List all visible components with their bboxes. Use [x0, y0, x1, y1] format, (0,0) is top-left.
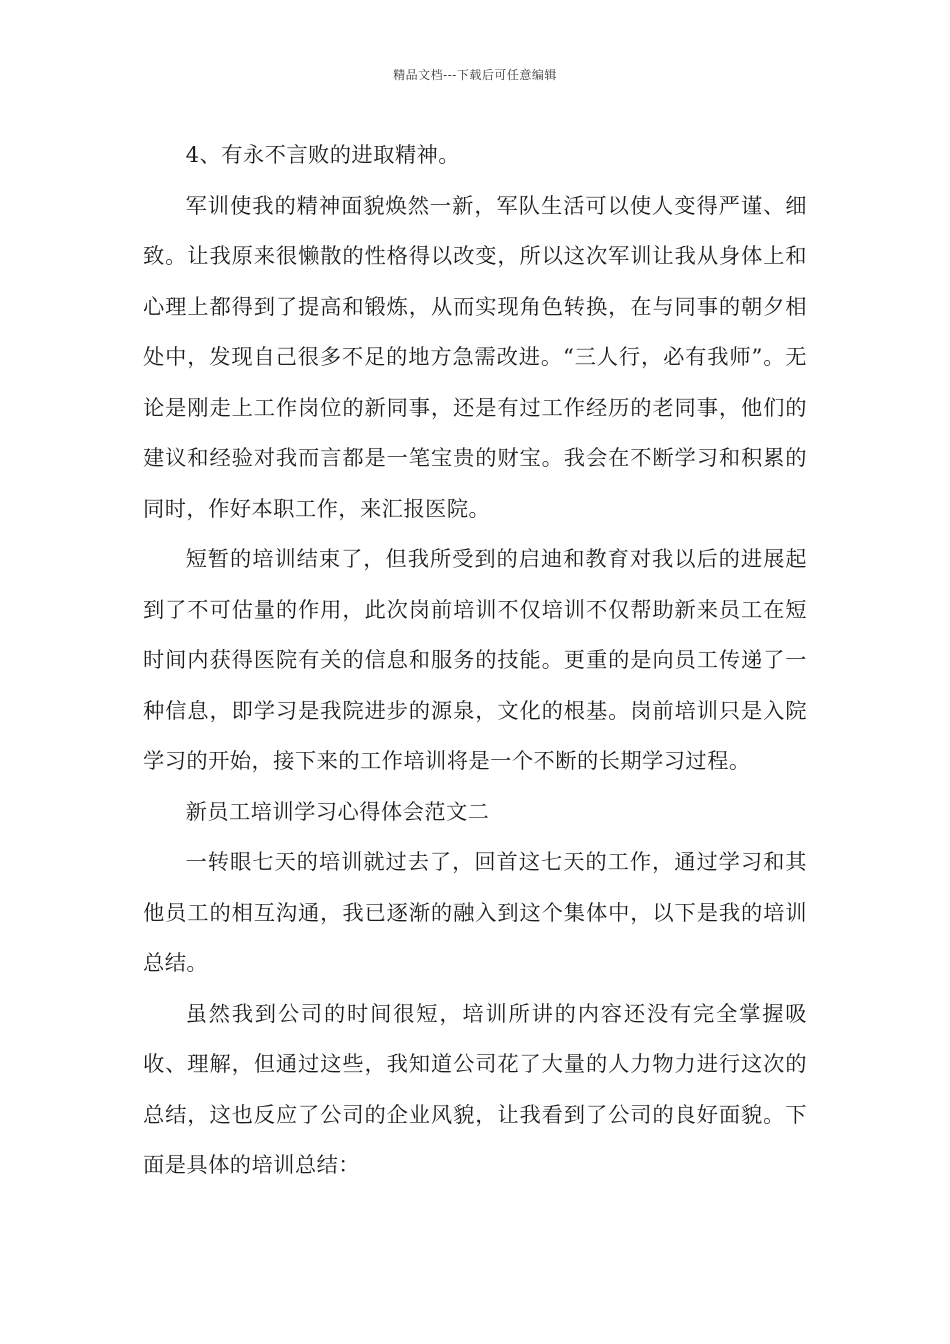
document-body: [143, 131, 807, 1192]
paragraph-training-summary: 短暂的培训结束了，但我所受到的启迪和教育对我以后的进展起到了不可估量的作用，此次岗前培训不仅培训不仅帮助新来员工在短时间内获得医院有关的信息和服务的技能。更重的是向员工传递了一种信息，即学习是我院进步的源泉，文化的根基。岗前培训只是入院学习的开始，接下来的工作培训将是一个不断的长期学习过程。: [143, 547, 807, 774]
page-header: 精品文档---下载后可任意编辑: [393, 68, 557, 82]
paragraph-seven-days: 一转眼七天的培训就过去了，回首这七天的工作，通过学习和其他员工的相互沟通，我已逐渐的融入到这个集体中，以下是我的培训总结。: [143, 850, 807, 976]
section-title: 新员工培训学习心得体会范文二: [185, 799, 490, 825]
paragraph-item-4: 4、有永不言败的进取精神。: [185, 143, 460, 168]
paragraph-military-training: 军训使我的精神面貌焕然一新，军队生活可以使人变得严谨、细致。让我原来很懒散的性格得以改变，所以这次军训让我从身体上和心理上都得到了提高和锻炼，从而实现角色转换，在与同事的朝夕相处中，发现自己很多不足的地方急需改进。“三人行，必有我师”。无论是刚走上工作岗位的新同事，还是有过工作经历的老同事，他们的建议和经验对我而言都是一笔宝贵的财宝。我会在不断学习和积累的同时，作好本职工作，来汇报医院。: [143, 193, 807, 522]
paragraph-company: 虽然我到公司的时间很短，培训所讲的内容还没有完全掌握吸收、理解，但通过这些，我知道公司花了大量的人力物力进行这次的总结，这也反应了公司的企业风貌，让我看到了公司的良好面貌。下面是具体的培训总结：: [143, 1001, 807, 1178]
